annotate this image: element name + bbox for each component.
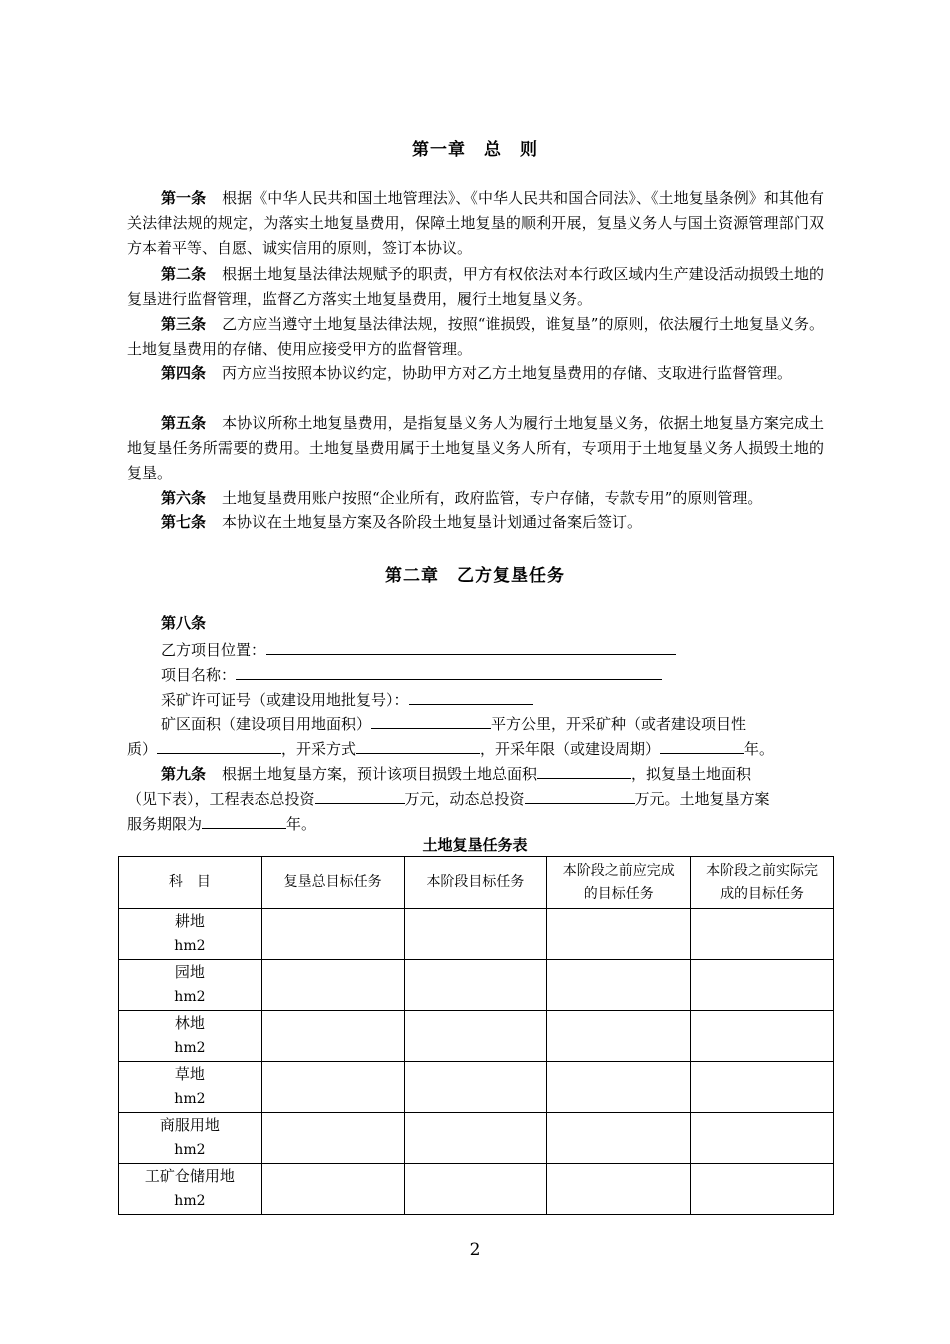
- table-cell[interactable]: [547, 1113, 691, 1164]
- project-name-field[interactable]: [236, 661, 662, 680]
- area-unit: 平方公里，开采矿种（或者建设项目性: [491, 715, 747, 733]
- table-cell[interactable]: [691, 1011, 834, 1062]
- table-cell[interactable]: [547, 1011, 691, 1062]
- table-cell[interactable]: [261, 1164, 404, 1215]
- column-header: 本阶段之前应完成的目标任务: [547, 857, 691, 909]
- project-location-row: [161, 636, 676, 663]
- table-cell[interactable]: [691, 960, 834, 1011]
- project-location-label: 乙方项目位置：: [161, 641, 267, 659]
- area-field[interactable]: [371, 710, 491, 729]
- land-type-unit: hm2: [174, 938, 206, 954]
- land-type-unit: hm2: [174, 1091, 206, 1107]
- article-7: [127, 510, 824, 535]
- table-cell[interactable]: [404, 909, 547, 960]
- article-9-row3: [127, 810, 316, 837]
- table-cell[interactable]: [404, 1113, 547, 1164]
- table-row: [119, 960, 834, 1011]
- column-header: 复垦总目标任务: [261, 857, 404, 909]
- nature-label: 质）: [127, 740, 158, 758]
- dynamic-investment-field[interactable]: [525, 785, 635, 804]
- table-cell[interactable]: [691, 1113, 834, 1164]
- article-2: [127, 262, 824, 312]
- land-type-cell: [119, 1164, 262, 1215]
- table-row: [119, 1164, 834, 1215]
- mineral-type-field[interactable]: [157, 735, 281, 754]
- table-caption: 土地复垦任务表: [422, 836, 528, 854]
- article-9-text: 万元。土地复垦方案: [634, 790, 770, 808]
- article-label: 第七条: [161, 513, 207, 531]
- land-type-unit: hm2: [174, 989, 206, 1005]
- article-5: [127, 411, 824, 486]
- table-cell[interactable]: [691, 909, 834, 960]
- column-header: 本阶段目标任务: [404, 857, 547, 909]
- article-8-label: 第八条: [161, 614, 207, 632]
- project-location-field[interactable]: [266, 636, 676, 655]
- land-type-cell: [119, 1011, 262, 1062]
- project-name-label: 项目名称：: [161, 666, 237, 684]
- land-type-name: 林地: [174, 1014, 205, 1032]
- land-type-cell: [119, 960, 262, 1011]
- land-type-unit: hm2: [174, 1040, 206, 1056]
- article-label: 第六条: [161, 489, 207, 507]
- article-text: 本协议在土地复垦方案及各阶段土地复垦计划通过备案后签订。: [222, 513, 643, 531]
- land-type-name: 耕地: [174, 912, 205, 930]
- article-9-text: 根据土地复垦方案，预计该项目损毁土地总面积: [222, 765, 538, 783]
- article-9-row1: [161, 760, 751, 787]
- table-row: [119, 1062, 834, 1113]
- years-unit: 年。: [744, 740, 775, 758]
- mining-method-field[interactable]: [356, 735, 480, 754]
- permit-number-field[interactable]: [409, 686, 533, 705]
- table-cell[interactable]: [547, 1062, 691, 1113]
- article-9-text: 年。: [286, 815, 317, 833]
- article-text: 土地复垦费用账户按照“企业所有，政府监管，专户存储，专款专用”的原则管理。: [222, 489, 763, 507]
- static-investment-field[interactable]: [315, 785, 405, 804]
- table-cell[interactable]: [547, 960, 691, 1011]
- land-type-unit: hm2: [174, 1142, 206, 1158]
- mining-details-row: [127, 735, 774, 762]
- table-cell[interactable]: [691, 1062, 834, 1113]
- table-row: [119, 1113, 834, 1164]
- area-label: 矿区面积（建设项目用地面积）: [161, 715, 372, 733]
- article-text: 乙方应当遵守土地复垦法律法规，按照“谁损毁，谁复垦”的原则，依法履行土地复垦义务。土地复垦费用的存储、使用应接受甲方的监督管理。: [127, 315, 824, 358]
- land-type-unit: hm2: [174, 1193, 206, 1209]
- permit-row: [161, 686, 533, 713]
- chapter2-title: 第二章 乙方复垦任务: [385, 566, 565, 586]
- land-type-cell: [119, 909, 262, 960]
- article-9-text: ，拟复垦土地面积: [631, 765, 752, 783]
- table-cell[interactable]: [691, 1164, 834, 1215]
- table-row: [119, 1011, 834, 1062]
- article-label: 第五条: [161, 414, 207, 432]
- table-cell[interactable]: [261, 960, 404, 1011]
- land-type-name: 草地: [174, 1065, 205, 1083]
- table-cell[interactable]: [261, 909, 404, 960]
- article-9-text: （见下表），工程表态总投资: [127, 790, 315, 808]
- article-text: 丙方应当按照本协议约定，协助甲方对乙方土地复垦费用的存储、支取进行监督管理。: [222, 364, 793, 382]
- table-header-row: [119, 857, 834, 909]
- land-type-name: 商服用地: [159, 1116, 220, 1134]
- land-type-cell: [119, 1062, 262, 1113]
- table-cell[interactable]: [404, 1011, 547, 1062]
- area-row: [161, 710, 746, 737]
- table-cell[interactable]: [547, 1164, 691, 1215]
- article-text: 本协议所称土地复垦费用，是指复垦义务人为履行土地复垦义务，依据土地复垦方案完成土地复垦任务所需要的费用。土地复垦费用属于土地复垦义务人所有，专项用于土地复垦义务人损毁土地的复垦。: [127, 414, 824, 482]
- article-label: 第三条: [161, 315, 207, 333]
- column-header: 科 目: [119, 857, 262, 909]
- article-text: 根据土地复垦法律法规赋予的职责，甲方有权依法对本行政区域内生产建设活动损毁土地的复垦进行监督管理，监督乙方落实土地复垦费用，履行土地复垦义务。: [127, 265, 824, 308]
- article-text: 根据《中华人民共和国土地管理法》、《中华人民共和国合同法》、《土地复垦条例》和其他有关法律法规的规定，为落实土地复垦费用，保障土地复垦的顺利开展，复垦义务人与国土资源管理部门双方本着平等、自愿、诚实信用的原则，签订本协议。: [127, 189, 824, 257]
- table-cell[interactable]: [404, 1164, 547, 1215]
- table-cell[interactable]: [404, 960, 547, 1011]
- article-3: [127, 312, 824, 362]
- land-type-name: 园地: [174, 963, 205, 981]
- article-9-row2: [127, 785, 770, 812]
- table-cell[interactable]: [404, 1062, 547, 1113]
- permit-label: 采矿许可证号（或建设用地批复号）：: [161, 691, 409, 709]
- mining-years-field[interactable]: [660, 735, 744, 754]
- land-type-cell: [119, 1113, 262, 1164]
- land-type-name: 工矿仓储用地: [144, 1167, 235, 1185]
- method-label: ，开采方式: [281, 740, 357, 758]
- article-9-label: 第九条: [161, 765, 207, 783]
- chapter1-title: 第一章 总 则: [412, 140, 538, 160]
- article-label: 第一条: [161, 189, 207, 207]
- page-number: 2: [469, 1240, 481, 1260]
- project-name-row: [161, 661, 662, 688]
- article-label: 第二条: [161, 265, 207, 283]
- damaged-area-field[interactable]: [537, 760, 631, 779]
- table-row: [119, 909, 834, 960]
- table-cell[interactable]: [261, 1062, 404, 1113]
- years-label: ，开采年限（或建设周期）: [480, 740, 661, 758]
- article-1: [127, 186, 824, 261]
- reclamation-task-table: [118, 856, 834, 1215]
- article-6: [127, 486, 824, 511]
- article-4: [127, 361, 824, 386]
- table-cell[interactable]: [547, 909, 691, 960]
- column-header: 本阶段之前实际完成的目标任务: [691, 857, 834, 909]
- service-period-field[interactable]: [202, 810, 286, 829]
- article-label: 第四条: [161, 364, 207, 382]
- table-cell[interactable]: [261, 1011, 404, 1062]
- article-9-text: 服务期限为: [127, 815, 203, 833]
- table-cell[interactable]: [261, 1113, 404, 1164]
- article-9-text: 万元，动态总投资: [404, 790, 525, 808]
